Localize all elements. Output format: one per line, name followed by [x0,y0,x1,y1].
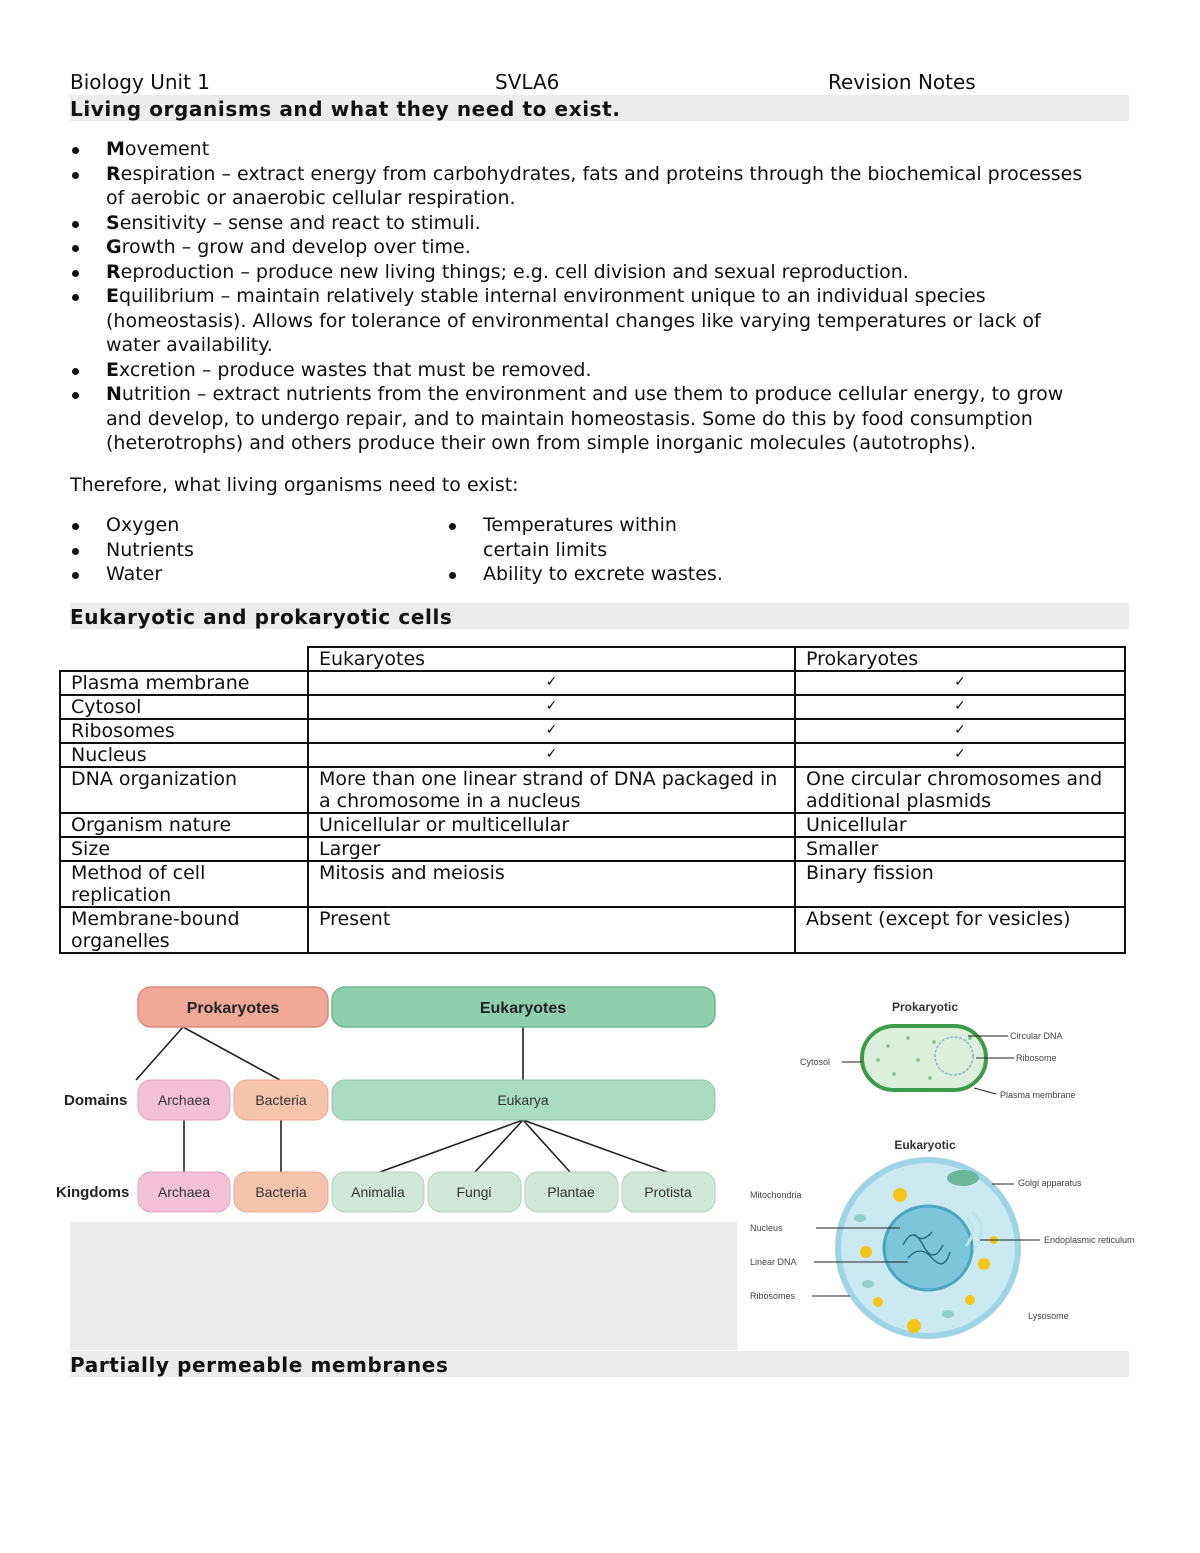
bullet-icon [72,548,79,555]
need-text: Nutrients [106,538,194,561]
bullet-icon [72,294,79,301]
bullet-initial: S [106,211,120,234]
bullet-initial: R [106,260,121,283]
header-doc-type: Revision Notes [828,70,976,94]
label-linear-dna: Linear DNA [750,1257,797,1267]
prokaryotic-cell [862,1026,986,1090]
bullet-icon [72,572,79,579]
golgi-icon [947,1170,979,1186]
label-plasma-membrane: Plasma membrane [1000,1090,1076,1100]
need-text: Temperatures within [483,514,677,536]
check-icon: ✓ [795,743,1125,767]
table-cell: Unicellular or multicellular [308,813,795,837]
list-item [70,211,1130,236]
column-header: Prokaryotes [795,647,1125,671]
table-row [60,907,1125,953]
need-text: Water [106,563,163,585]
comparison-table [59,646,1126,954]
table-cell: Size [60,837,308,861]
bullet-initial: E [106,358,119,381]
table-header-row [60,647,1125,671]
table-cell: Plasma membrane [60,671,308,695]
check-icon: ✓ [795,671,1125,695]
table-cell: Present [308,907,795,953]
need-item [70,562,430,587]
bullet-icon [72,523,79,530]
label-lysosome: Lysosome [1028,1311,1069,1321]
bullet-initial: R [106,162,121,185]
bullet-text: water availability. [106,334,273,356]
label-ribosome: Ribosome [1016,1053,1057,1063]
table-row [60,837,1125,861]
need-text: Ability to excrete wastes. [483,563,723,585]
check-icon: ✓ [308,671,795,695]
need-item [70,538,430,563]
bullet-text: and develop, to undergo repair, and to maintain homeostasis. Some do this by food consumption [106,407,1033,430]
table-row [60,719,1125,743]
check-icon: ✓ [308,719,795,743]
section-title-living: Living organisms and what they need to exist. [70,97,621,121]
check-icon: ✓ [795,719,1125,743]
label-golgi: Golgi apparatus [1018,1178,1082,1188]
bullet-icon [72,270,79,277]
needs-list-left [70,513,430,587]
kingdom-animalia: Animalia [351,1184,405,1200]
mrs-gren-list [70,137,1130,456]
bullet-text: utrition – extract nutrients from the environment and use them to produce cellular energy, to grow [121,383,1064,405]
table-row [60,767,1125,813]
bullet-text: xcretion – produce wastes that must be removed. [118,358,592,381]
table-row [60,813,1125,837]
bullet-icon [72,221,79,228]
header-subject: Biology Unit 1 [70,70,210,94]
list-item [70,260,1130,285]
eukaryotic-title: Eukaryotic [894,1138,956,1152]
table-cell: Absent (except for vesicles) [795,907,1125,953]
label-circular-dna: Circular DNA [1010,1031,1063,1041]
bullet-text: ensitivity – sense and react to stimuli. [119,211,481,234]
cell-diagrams [738,990,1140,1350]
table-cell: Membrane-bound organelles [60,907,308,953]
bullet-text: rowth – grow and develop over time. [121,236,471,258]
bullet-text: espiration – extract energy from carbohydrates, fats and proteins through the biochemical processes [120,162,1083,185]
table-cell: Mitosis and meiosis [308,861,795,907]
kingdoms-label: Kingdoms [56,1184,130,1201]
therefore-text: Therefore, what living organisms need to exist: [70,474,519,496]
label-mitochondria: Mitochondria [750,1190,802,1200]
bullet-text: quilibrium – maintain relatively stable internal environment unique to an individual species [118,285,986,307]
table-cell: Organism nature [60,813,308,837]
table-cell: Binary fission [795,861,1125,907]
bullet-icon [72,368,79,375]
list-item [70,382,1130,456]
classification-diagram [50,980,730,1220]
list-item [70,235,1130,260]
kingdom-fungi: Fungi [456,1184,492,1200]
placeholder-block [70,1222,737,1350]
list-item [70,137,1130,162]
bullet-text: (heterotrophs) and others produce their own from simple inorganic molecules (autotrophs). [106,432,977,454]
kingdom-archaea: Archaea [157,1184,211,1200]
bullet-text: of aerobic or anaerobic cellular respiration. [106,187,516,209]
label-nucleus: Nucleus [750,1223,783,1233]
check-icon: ✓ [795,695,1125,719]
table-cell: Ribosomes [60,719,308,743]
table-row [60,743,1125,767]
kingdom-protista: Protista [644,1184,692,1200]
bullet-text: eproduction – produce new living things; e.g. cell division and sexual reproduction. [120,260,909,283]
bullet-text: ovement [124,138,210,160]
header-code: SVLA6 [495,70,560,94]
bullet-icon [72,392,79,399]
column-header: Eukaryotes [308,647,795,671]
table-cell: Smaller [795,837,1125,861]
table-row [60,861,1125,907]
label-cytosol: Cytosol [800,1057,831,1067]
check-icon: ✓ [308,695,795,719]
bullet-icon [72,147,79,154]
table-cell: Method of cell replication [60,861,308,907]
domain-eukarya: Eukarya [497,1092,549,1108]
bullet-initial: G [106,236,122,258]
list-item [70,284,1130,358]
kingdom-plantae: Plantae [547,1184,595,1200]
list-item [70,358,1130,383]
need-item [447,562,807,587]
prokaryotic-title: Prokaryotic [891,1000,959,1014]
table-row [60,671,1125,695]
label-ribosomes: Ribosomes [750,1291,796,1301]
domain-archaea: Archaea [157,1092,211,1108]
bullet-icon [449,572,456,579]
domain-bacteria: Bacteria [255,1092,307,1108]
list-item [70,162,1130,211]
need-item [70,513,430,538]
domains-label: Domains [64,1092,128,1109]
table-cell: Nucleus [60,743,308,767]
table-cell: Unicellular [795,813,1125,837]
bullet-icon [72,245,79,252]
kingdom-bacteria: Bacteria [255,1184,307,1200]
table-cell: One circular chromosomes and additional plasmids [795,767,1125,813]
label-er: Endoplasmic reticulum [1044,1235,1135,1245]
bullet-icon [72,172,79,179]
nucleus-icon [884,1206,972,1290]
need-item [447,513,807,562]
prokaryotes-label: Prokaryotes [186,1000,280,1017]
bullet-initial: E [106,285,119,307]
check-icon: ✓ [308,743,795,767]
table-cell: Larger [308,837,795,861]
table-row [60,695,1125,719]
need-text: certain limits [483,538,608,561]
column-header [60,647,308,671]
table-cell: Cytosol [60,695,308,719]
eukaryotes-label: Eukaryotes [479,1000,567,1017]
needs-list-right [447,513,807,587]
need-text: Oxygen [106,514,180,536]
bullet-icon [449,523,456,530]
table-cell: DNA organization [60,767,308,813]
bullet-initial: N [106,383,122,405]
table-cell: More than one linear strand of DNA packaged in a chromosome in a nucleus [308,767,795,813]
section-title-cells: Eukaryotic and prokaryotic cells [70,605,453,629]
section-title-membranes: Partially permeable membranes [70,1353,449,1377]
bullet-text: (homeostasis). Allows for tolerance of environmental changes like varying temperatures or lack of [106,309,1041,332]
bullet-initial: M [106,138,125,160]
